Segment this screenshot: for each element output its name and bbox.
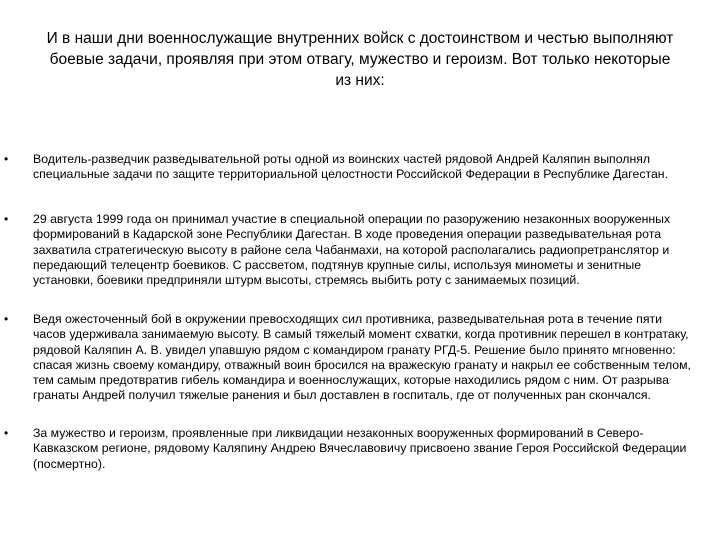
list-item-text: Водитель-разведчик разведывательной роты одной из воинских частей рядовой Андрей Каляпин выполнял специальные задачи по защите территориальной целостности Российской Федерации в Республике Дагестан.: [33, 152, 669, 182]
slide-title: И в наши дни военнослужащие внутренних войск с достоинством и честью выполняют боевые задачи, проявляя при этом отвагу, мужество и героизм. Вот только некоторые из них:: [46, 30, 674, 89]
list-item-text: Ведя ожесточенный бой в окружении превосходящих сил противника, разведывательная рота в течение пяти часов удерживала занимаемую высоту. В самый тяжелый момент схватки, когда противник перешел в контратаку, рядовой Каляпин А. В. увидел упавшую рядом с командиром гранату РГД-5. Решение было принято мгновенно: спасая жизнь своему командиру, отважный воин бросился на вражескую гранату и накрыл ее собственным телом, тем самым предотвратив гибель командира и военнослужащих, которые находились рядом с ним. От разрыва гранаты Андрей получил тяжелые ранения и был доставлен в госпиталь, где от полученных ран скончался.: [33, 312, 691, 403]
bullet-icon: •: [4, 312, 9, 326]
bullet-icon: •: [4, 152, 9, 166]
list-item-text: 29 августа 1999 года он принимал участие в специальной операции по разоружению незаконных вооруженных формирований в Кадарской зоне Республики Дагестан. В ходе проведения операции разведывательная рота захватила стратегическую высоту в районе села Чабанмахи, на которой располагались радиопретранслятор и передающий телецентр боевиков. С рассветом, подтянув крупные силы, используя минометы и зенитные установки, боевики предприняли штурм высоты, стремясь выбить роту с занимаемых позиций.: [33, 212, 671, 288]
bullet-icon: •: [4, 426, 9, 440]
list-item-text: За мужество и героизм, проявленные при ликвидации незаконных вооруженных формирований в Северо-Кавказском регионе, рядовому Каляпину Андрею Вячеславовичу присвоено звание Героя Российской Федерации (посмертно).: [33, 426, 687, 471]
bullet-icon: •: [4, 212, 9, 226]
